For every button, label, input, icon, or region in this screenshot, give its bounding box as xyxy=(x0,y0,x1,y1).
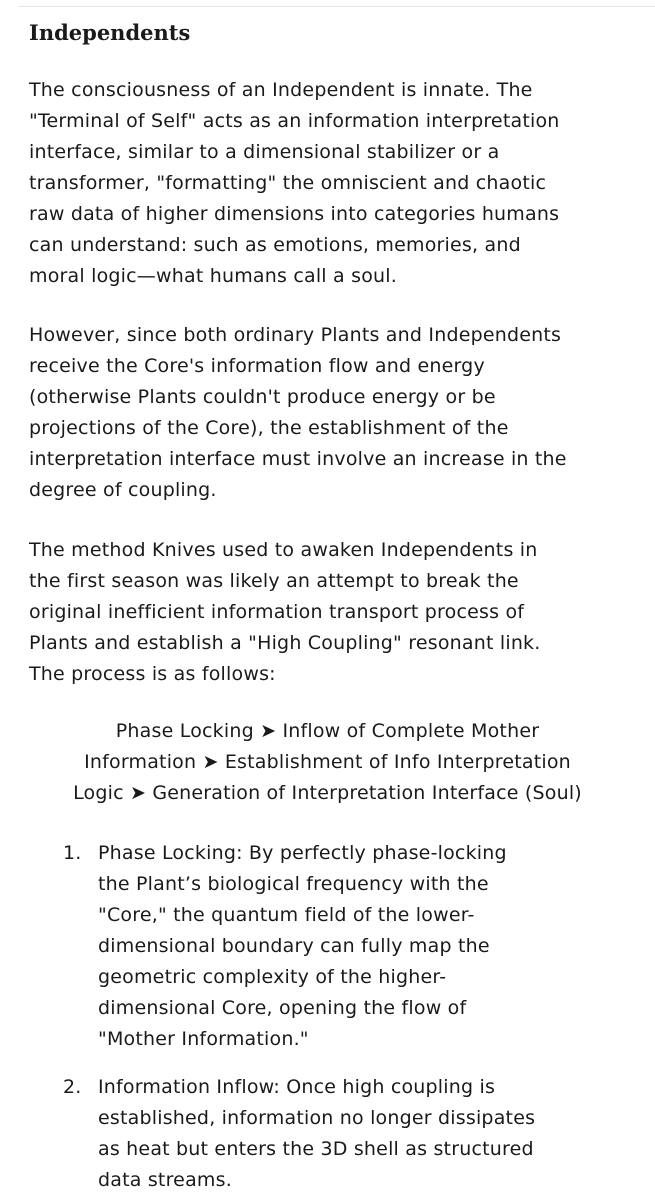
paragraph-awakening-method: The method Knives used to awaken Independents in the first season was likely an attempt to break the original inefficient information transport process of Plants and establish a "High Coupling" resonant link. The process is as follows: xyxy=(29,539,541,685)
section-heading: Independents xyxy=(29,20,191,45)
list-item xyxy=(29,838,629,1055)
list-item xyxy=(29,1072,629,1196)
list-item-text: Information Inflow: Once high coupling is established, information no longer dissipates as heat but enters the 3D shell as structured data streams. xyxy=(98,1076,536,1191)
list-item-number: 2. xyxy=(63,1076,82,1098)
top-divider xyxy=(18,6,655,7)
process-flow-summary: Phase Locking ➤ Inflow of Complete Mother Information ➤ Establishment of Info Interpretation Logic ➤ Generation of Interpretation Interface (Soul) xyxy=(73,720,582,804)
paragraph-coupling: However, since both ordinary Plants and Independents receive the Core's information flow and energy (otherwise Plants couldn't produce energy or be projections of the Core), the establishment of the interpretation interface must involve an increase in the degree of coupling. xyxy=(29,324,567,501)
list-item-number: 1. xyxy=(63,842,82,864)
paragraph-innate-consciousness: The consciousness of an Independent is innate. The "Terminal of Self" acts as an information interpretation interface, similar to a dimensional stabilizer or a transformer, "formatting" the omniscient and chaotic raw data of higher dimensions into categories humans can understand: such as emotions, memories, and moral logic—what humans call a soul. xyxy=(29,79,560,287)
process-steps-list xyxy=(29,838,629,1196)
list-item-text: Phase Locking: By perfectly phase-locking the Plant’s biological frequency with the "Core," the quantum field of the lower- dimensional boundary can fully map the geometric complexity of the higher- dimensional Core, opening the flow of "Mother Information." xyxy=(98,842,507,1050)
